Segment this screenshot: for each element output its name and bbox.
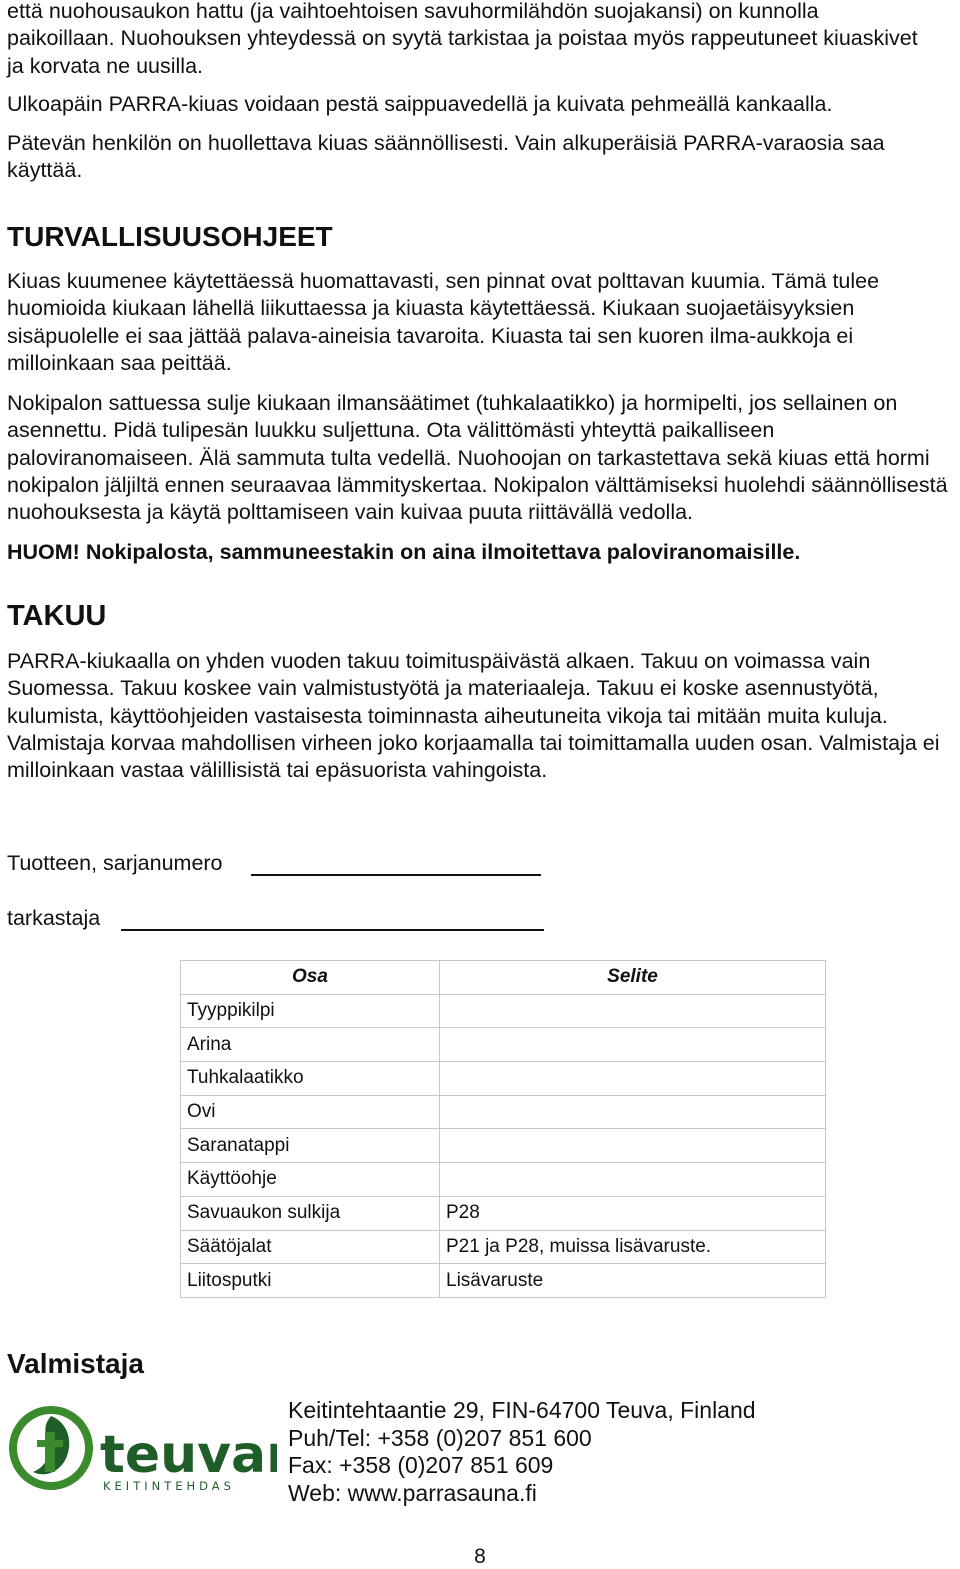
logo-wordmark: teuva (100, 1425, 267, 1485)
part-cell: Savuaukon sulkija (181, 1196, 440, 1230)
warranty-paragraph: PARRA-kiukaalla on yhden vuoden takuu toimituspäivästä alkaen. Takuu on voimassa vain Suomessa. Takuu koskee vain valmistustyötä ja materiaaleja. Takuu ei koske asennustyötä, kulumista, käyttöohjeiden vastaisesta toiminnasta aiheutuneita vikoja tai mitään muita kuluja. Valmistaja korvaa mahdollisen virheen joko korjaamalla tai toimittamalla uuden osan. Valmistaja ei milloinkaan vastaa välillisistä tai epäsuorista vahingoista. (7, 649, 940, 783)
description-cell: P21 ja P28, muissa lisävaruste. (440, 1230, 826, 1264)
part-cell: Arina (181, 1028, 440, 1062)
maintenance-paragraph-1: että nuohousaukon hattu (ja vaihtoehtoisen savuhormilähdön suojakansi) on kunnolla paikoillaan. Nuohouksen yhteydessä on syytä tarkistaa ja poistaa myös rappeutuneet kiuaskivet ja korvata ne uusilla. (7, 0, 918, 78)
table-row (181, 1129, 826, 1163)
inspector-label: tarkastaja (7, 906, 101, 930)
part-cell: Säätöjalat (181, 1230, 440, 1264)
parts-table (180, 960, 826, 1298)
manufacturer-heading: Valmistaja (7, 1348, 144, 1379)
description-cell (440, 1095, 826, 1129)
table-row (181, 994, 826, 1028)
safety-paragraph-2: Nokipalon sattuessa sulje kiukaan ilmansäätimet (tuhkalaatikko) ja hormipelti, jos sellainen on asennettu. Pidä tulipesän luukku suljettuna. Ota välittömästi yhteyttä paikalliseen paloviranomaiseen. Älä sammuta tulta vedellä. Nuohoojan on tarkastettava sekä kiuas että hormi nokipalon jäljiltä ennen seuraavaa lämmityskertaa. Nokipalon välttämiseksi huolehdi säännöllisestä nuohouksesta ja käytä polttamiseen vain kuivaa puuta riittävällä vedolla. (7, 391, 948, 525)
warranty-heading: TAKUU (7, 600, 107, 632)
teuvan-logo-icon (7, 1402, 277, 1497)
manufacturer-fax: Fax: +358 (0)207 851 609 (288, 1452, 554, 1478)
part-cell: Tyyppikilpi (181, 994, 440, 1028)
inspector-field[interactable] (121, 929, 544, 931)
safety-paragraph-1: Kiuas kuumenee käytettäessä huomattavasti, sen pinnat ovat polttavan kuumia. Tämä tulee huomioida kiukaan lähellä liikuttaessa ja kiuasta käytettäessä. Kiukaan suojaetäisyyksien sisäpuolelle ei saa jättää palava-aineisia tavaroita. Kiuasta tai sen kuoren ilma-aukkoja ei milloinkaan saa peittää. (7, 269, 880, 375)
description-cell (440, 1163, 826, 1197)
page-number: 8 (474, 1545, 486, 1568)
manufacturer-web: Web: www.parrasauna.fi (288, 1479, 537, 1506)
logo-subtext: KEITINTEHDAS (103, 1479, 235, 1493)
description-cell: P28 (440, 1196, 826, 1230)
teuvan-logo (7, 1402, 277, 1497)
serial-number-field[interactable] (251, 874, 541, 876)
safety-notice: HUOM! Nokipalosta, sammuneestakin on aina ilmoitettava paloviranomaisille. (7, 540, 801, 564)
maintenance-paragraph-2: Ulkoapäin PARRA-kiuas voidaan pestä saippuavedellä ja kuivata pehmeällä kankaalla. (7, 92, 833, 116)
column-header-description: Selite (440, 961, 826, 995)
description-cell: Lisävaruste (440, 1264, 826, 1298)
table-row (181, 1196, 826, 1230)
part-cell: Tuhkalaatikko (181, 1062, 440, 1096)
table-row (181, 1163, 826, 1197)
manufacturer-address: Keitintehtaantie 29, FIN-64700 Teuva, Finland (288, 1397, 756, 1423)
serial-number-label: Tuotteen, sarjanumero (7, 851, 223, 875)
part-cell: Liitosputki (181, 1264, 440, 1298)
part-cell: Käyttöohje (181, 1163, 440, 1197)
table-row (181, 1062, 826, 1096)
table-row (181, 1230, 826, 1264)
table-row (181, 1028, 826, 1062)
description-cell (440, 1062, 826, 1096)
description-cell (440, 994, 826, 1028)
description-cell (440, 1028, 826, 1062)
column-header-part: Osa (181, 961, 440, 995)
table-row (181, 1264, 826, 1298)
manufacturer-contact (288, 1397, 756, 1507)
part-cell: Ovi (181, 1095, 440, 1129)
manufacturer-phone: Puh/Tel: +358 (0)207 851 600 (288, 1424, 592, 1451)
maintenance-paragraph-3: Pätevän henkilön on huollettava kiuas säännöllisesti. Vain alkuperäisiä PARRA-varaosia saa käyttää. (7, 131, 885, 183)
safety-heading: TURVALLISUUSOHJEET (7, 221, 333, 252)
table-row (181, 1095, 826, 1129)
part-cell: Saranatappi (181, 1129, 440, 1163)
parts-table-header-row (181, 961, 826, 995)
description-cell (440, 1129, 826, 1163)
